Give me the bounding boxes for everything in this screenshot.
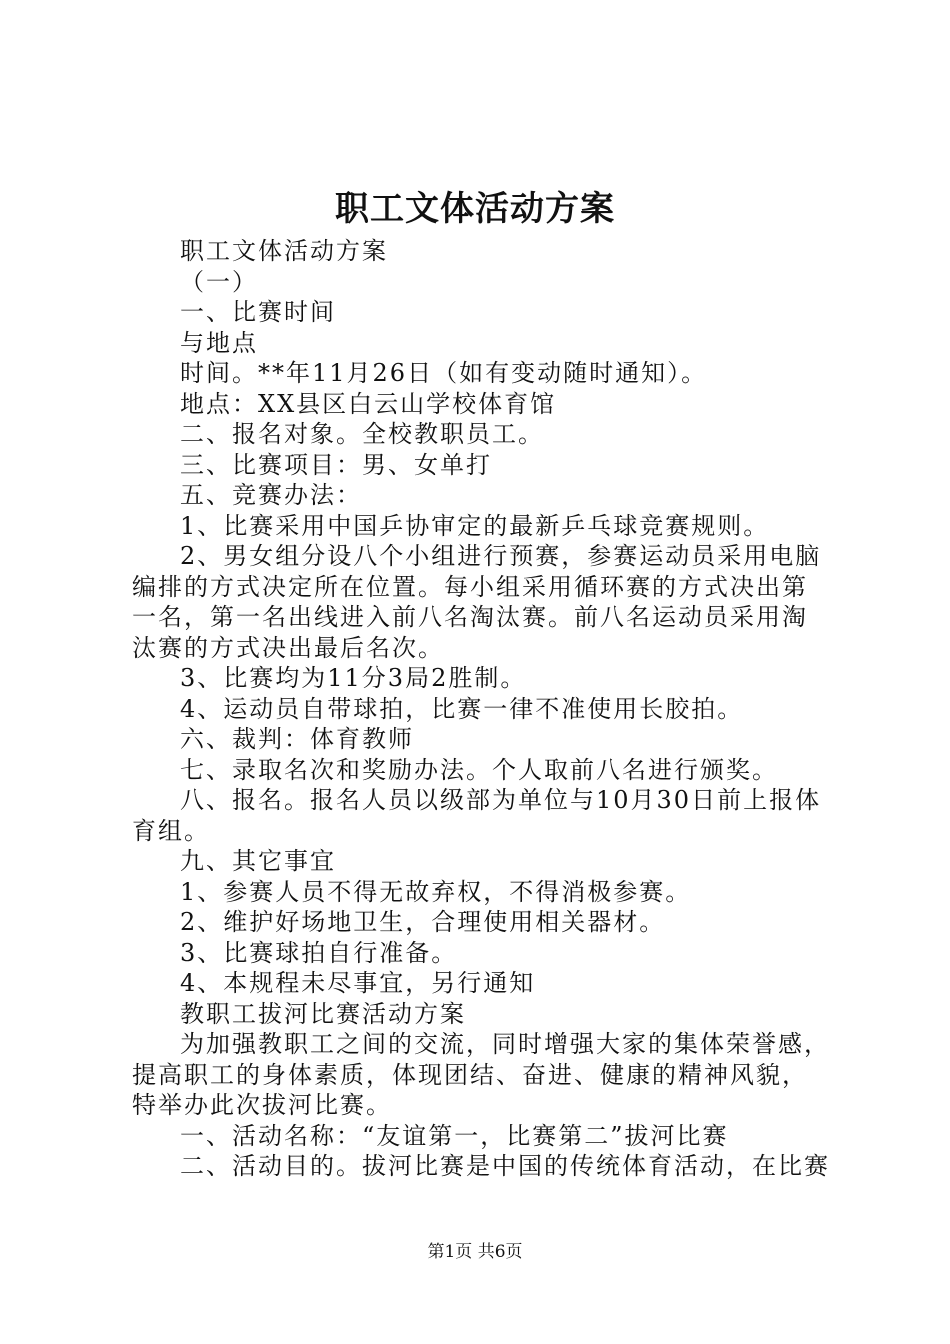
- paragraph: 三、比赛项目：男、女单打: [180, 450, 492, 479]
- paragraph: 一、活动名称：“友谊第一，比赛第二”拔河比赛: [180, 1121, 729, 1150]
- paragraph: 4、运动员自带球拍，比赛一律不准使用长胶拍。: [180, 694, 744, 723]
- paragraph: 一、比赛时间: [180, 298, 336, 326]
- paragraph: 职工文体活动方案: [180, 237, 388, 265]
- paragraph: 1、参赛人员不得无故弃权，不得消极参赛。: [180, 877, 692, 906]
- paragraph: 五、竞赛办法：: [180, 481, 362, 509]
- paragraph: 二、报名对象。全校教职员工。: [180, 420, 544, 448]
- document-body: [132, 236, 832, 1182]
- paragraph: 1、比赛采用中国乒协审定的最新乒乓球竞赛规则。: [180, 511, 770, 540]
- paragraph: 3、比赛球拍自行准备。: [180, 938, 458, 967]
- paragraph: 九、其它事宜: [180, 847, 336, 875]
- paragraph: 为加强教职工之间的交流，同时增强大家的集体荣誉感，提高职工的身体素质，体现团结、奋进、健康的精神风貌，特举办此次拔河比赛。: [132, 1030, 830, 1119]
- paragraph: 3、比赛均为11分3局2胜制。: [180, 664, 527, 692]
- document-title: 职工文体活动方案: [335, 189, 615, 229]
- paragraph: （一）: [180, 267, 258, 296]
- paragraph: 2、维护好场地卫生，合理使用相关器材。: [180, 908, 666, 936]
- paragraph: 时间。**年11月26日（如有变动随时通知）。: [180, 359, 708, 387]
- paragraph: 六、裁判：体育教师: [180, 725, 414, 753]
- page-number-label: 第1页 共6页: [427, 1242, 523, 1262]
- paragraph: 教职工拔河比赛活动方案: [180, 999, 466, 1028]
- paragraph: 八、报名。报名人员以级部为单位与10月30日前上报体育组。: [132, 786, 822, 845]
- page-footer: [0, 1240, 950, 1264]
- paragraph: 4、本规程未尽事宜，另行通知: [180, 969, 536, 997]
- paragraph: 2、男女组分设八个小组进行预赛，参赛运动员采用电脑编排的方式决定所在位置。每小组采用循环赛的方式决出第一名，第一名出线进入前八名淘汰赛。前八名运动员采用淘汰赛的方式决出最后名次。: [132, 542, 822, 662]
- paragraph: 与地点: [180, 328, 258, 357]
- paragraph: 地点：XX县区白云山学校体育馆: [180, 389, 557, 418]
- paragraph: 七、录取名次和奖励办法。个人取前八名进行颁奖。: [180, 755, 778, 784]
- paragraph: 二、活动目的。拔河比赛是中国的传统体育活动，在比赛: [180, 1152, 830, 1180]
